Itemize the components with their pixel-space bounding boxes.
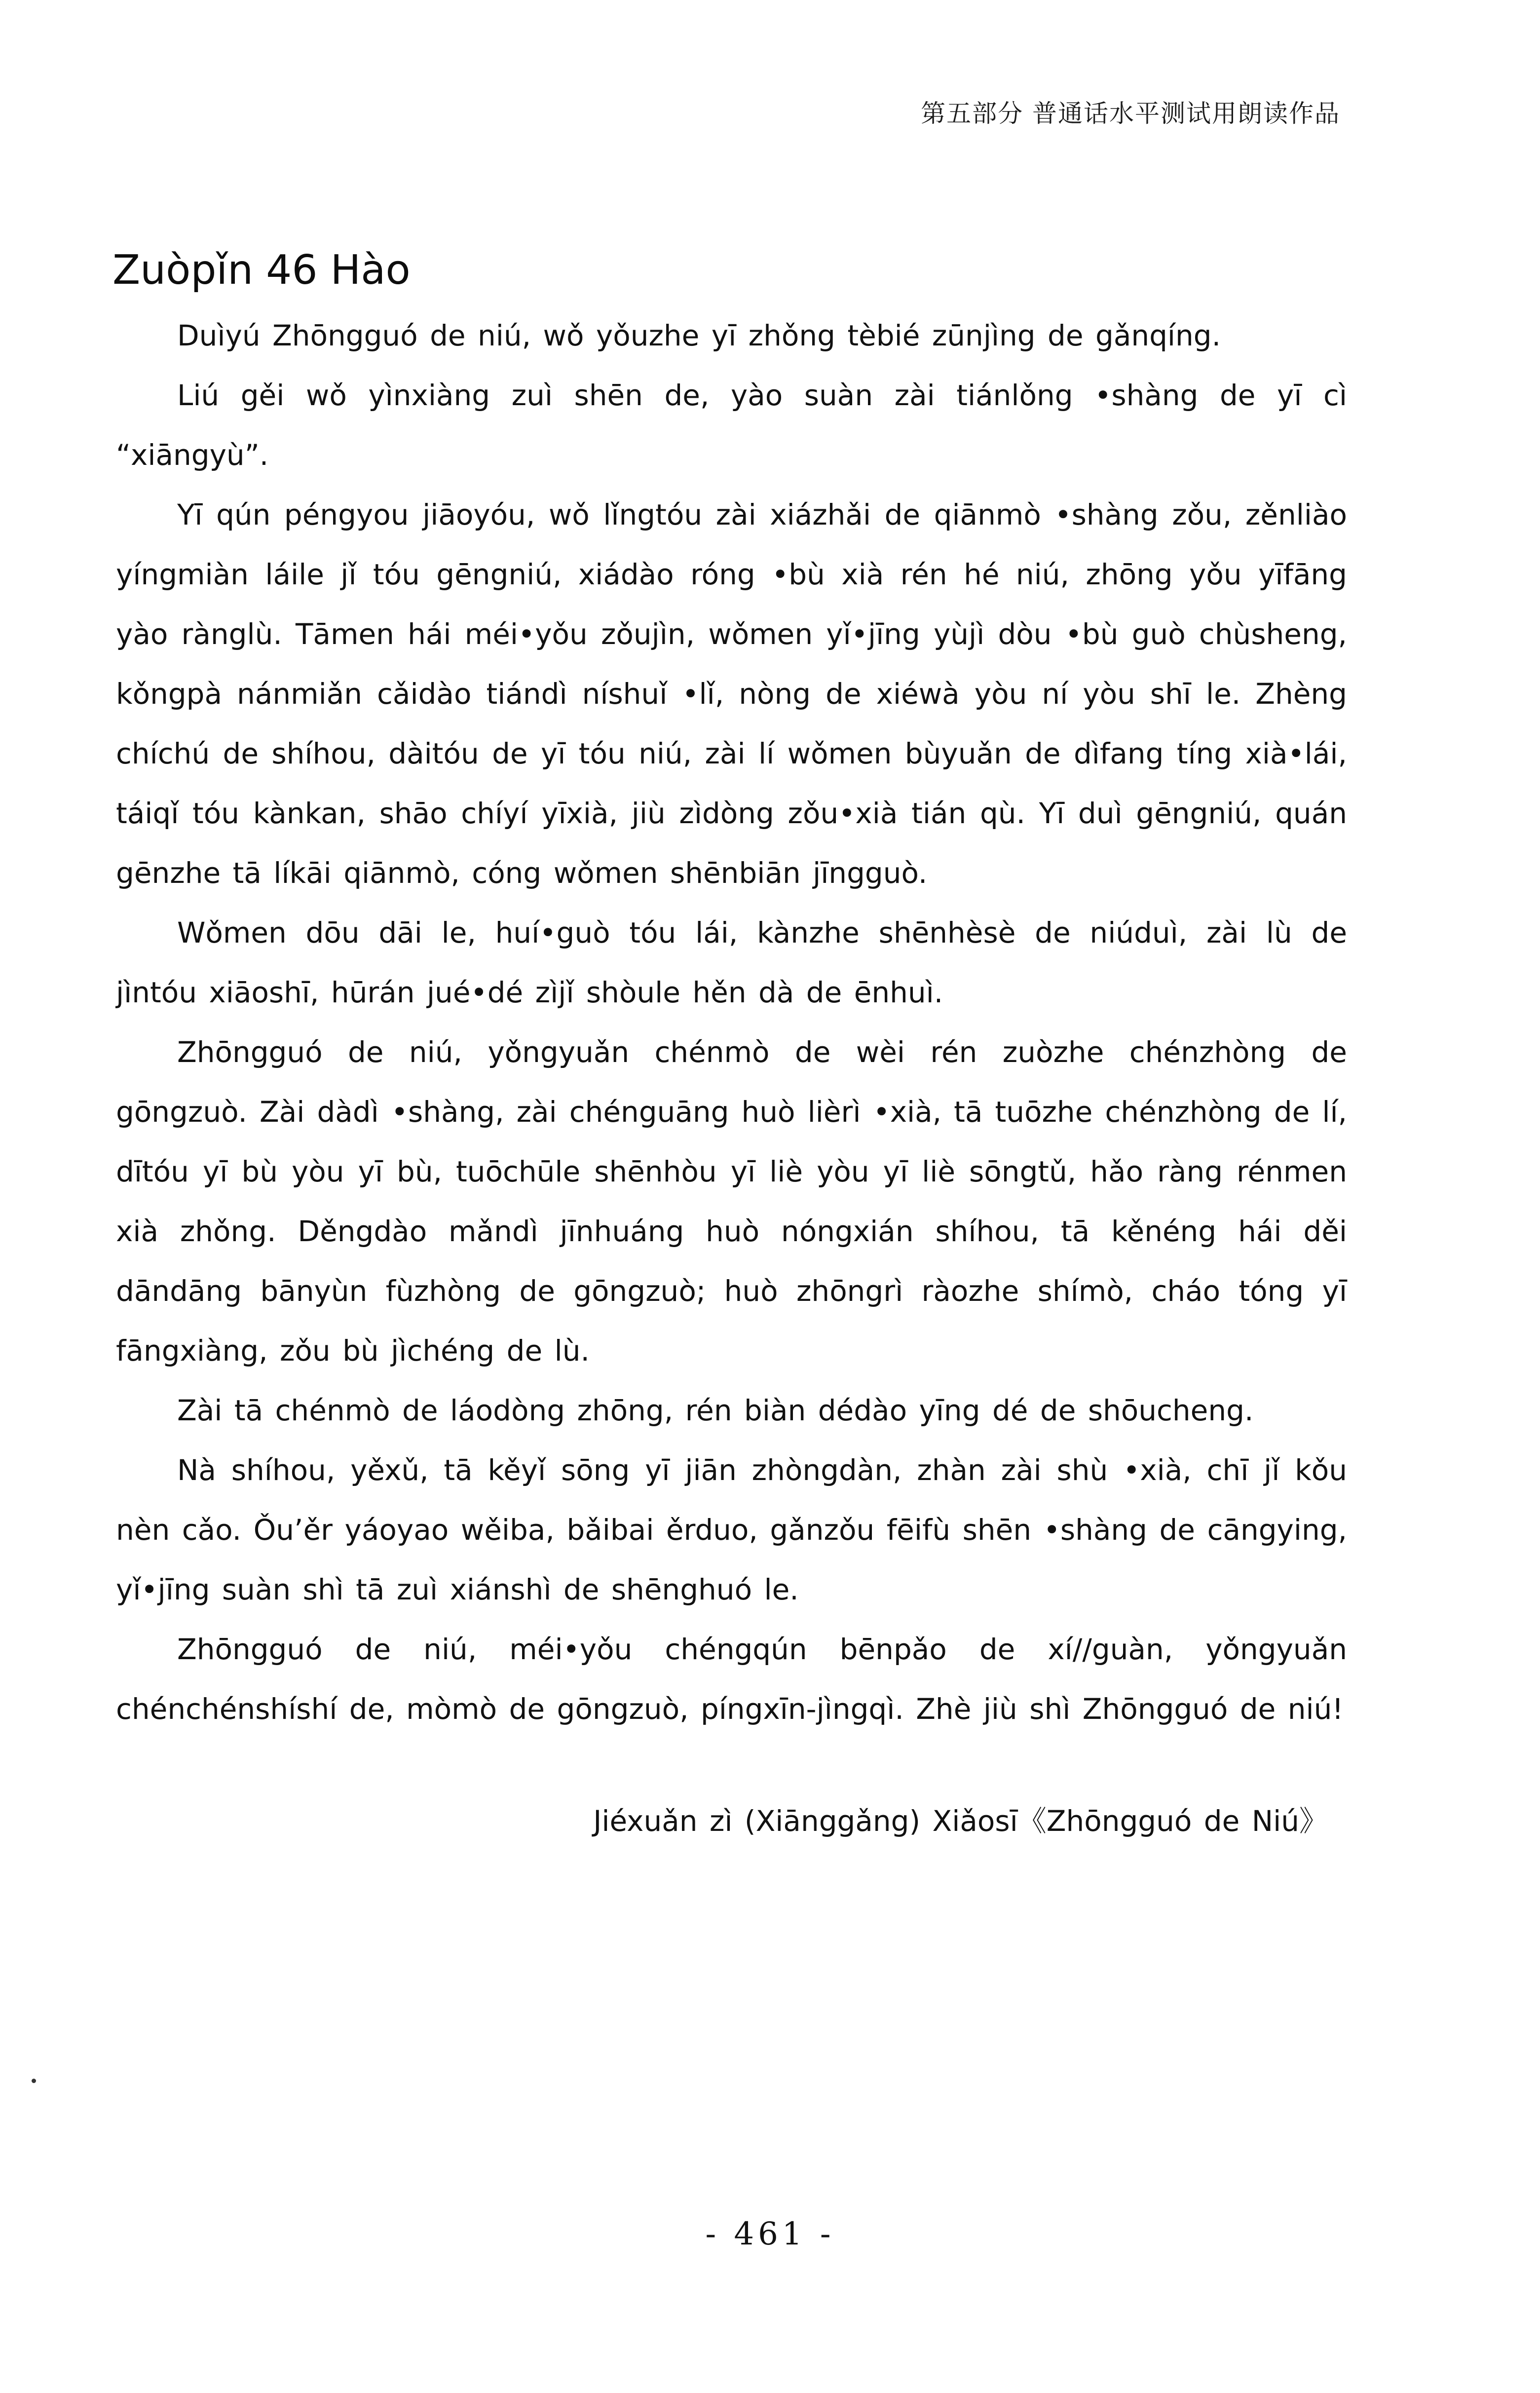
page-number: - 461 - xyxy=(705,2216,835,2252)
scan-speck xyxy=(32,2079,36,2083)
source-attribution: Jiéxuǎn zì (Xiānggǎng) Xiǎosī《Zhōngguó de Niú》 xyxy=(593,1804,1328,1838)
paragraph: Yī qún péngyou jiāoyóu, wǒ lǐngtóu zài xiázhǎi de qiānmò •shàng zǒu, zěnliào yíngmiàn láile jǐ tóu gēngniú, xiádào róng •bù xià rén hé niú, zhōng yǒu yīfāng yào rànglù. Tāmen hái méi•yǒu zǒujìn, wǒmen yǐ•jīng yùjì dòu •bù guò chùsheng, kǒngpà nánmiǎn cǎidào tiándì níshuǐ •lǐ, nòng de xiéwà yòu ní yòu shī le. Zhèng chíchú de shíhou, dàitóu de yī tóu niú, zài lí wǒmen bùyuǎn de dìfang tíng xià•lái, táiqǐ tóu kànkan, shāo chíyí yīxià, jiù zìdòng zǒu•xià tián qù. Yī duì gēngniú, quán gēnzhe tā líkāi qiānmò, cóng wǒmen shēnbiān jīngguò. xyxy=(116,498,1347,890)
paragraph: Zhōngguó de niú, yǒngyuǎn chénmò de wèi rén zuòzhe chénzhòng de gōngzuò. Zài dàdì •shàng, zài chénguāng huò lièrì •xià, tā tuōzhe chénzhòng de lí, dītóu yī bù yòu yī bù, tuōchūle shēnhòu yī liè yòu yī liè sōngtǔ, hǎo ràng rénmen xià zhǒng. Děngdào mǎndì jīnhuáng huò nóngxián shíhou, tā kěnéng hái děi dāndāng bānyùn fùzhòng de gōngzuò; huò zhōngrì ràozhe shímò, cháo tóng yī fāngxiàng, zǒu bù jìchéng de lù. xyxy=(116,1035,1347,1367)
paragraph: Wǒmen dōu dāi le, huí•guò tóu lái, kànzhe shēnhèsè de niúduì, zài lù de jìntóu xiāoshī, hūrán jué•dé zìjǐ shòule hěn dà de ēnhuì. xyxy=(116,916,1347,1009)
paragraph: Zhōngguó de niú, méi•yǒu chéngqún bēnpǎo de xí//guàn, yǒngyuǎn chénchénshíshí de, mòmò de gōngzuò, píngxīn-jìngqì. Zhè jiù shì Zhōngguó de niú! xyxy=(116,1633,1347,1726)
piece-title: Zuòpǐn 46 Hào xyxy=(113,247,411,294)
paragraph: Liú gěi wǒ yìnxiàng zuì shēn de, yào suàn zài tiánlǒng •shàng de yī cì “xiāngyù”. xyxy=(116,379,1347,472)
paragraph: Zài tā chénmò de láodòng zhōng, rén biàn dédào yīng dé de shōucheng. xyxy=(177,1394,1254,1427)
paragraph: Nà shíhou, yěxǔ, tā kěyǐ sōng yī jiān zhòngdàn, zhàn zài shù •xià, chī jǐ kǒu nèn cǎo. Ǒu’ěr yáoyao wěiba, bǎibai ěrduo, gǎnzǒu fēifù shēn •shàng de cāngying, yǐ•jīng suàn shì tā zuì xiánshì de shēnghuó le. xyxy=(116,1453,1347,1606)
paragraph: Duìyú Zhōngguó de niú, wǒ yǒuzhe yī zhǒng tèbié zūnjìng de gǎnqíng. xyxy=(177,319,1221,352)
body-text xyxy=(116,306,1347,1739)
running-header: 第五部分 普通话水平测试用朗读作品 xyxy=(921,99,1340,128)
